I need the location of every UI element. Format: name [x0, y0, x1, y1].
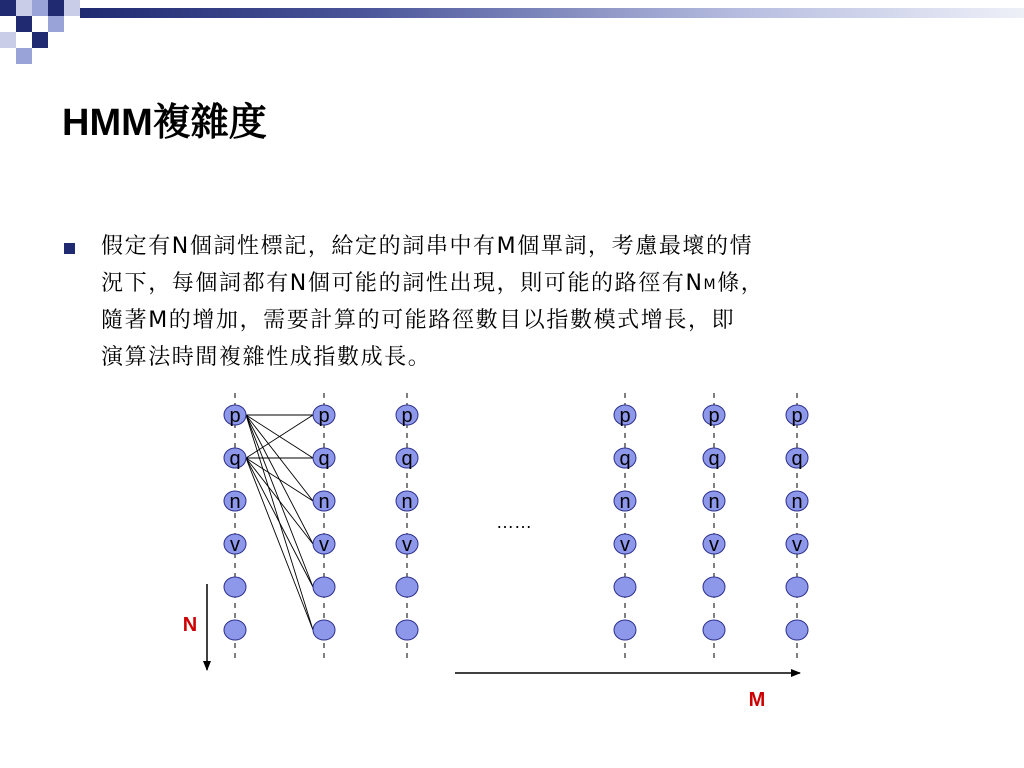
- transition-edge: [246, 458, 313, 630]
- state-node: [786, 620, 808, 640]
- state-node: [224, 577, 246, 597]
- state-column: [224, 393, 246, 660]
- bullet-line-1: 假定有N個詞性標記，給定的詞串中有M個單詞，考慮最壞的情: [101, 234, 754, 259]
- state-node-label: v: [230, 534, 240, 556]
- state-node-label: q: [708, 448, 720, 470]
- state-node: [396, 620, 418, 640]
- state-node-label: p: [318, 405, 330, 427]
- state-node-label: n: [318, 491, 330, 513]
- exponent-m: M: [703, 277, 718, 293]
- state-node-label: p: [619, 405, 631, 427]
- state-column: [313, 393, 335, 660]
- state-node: [703, 577, 725, 597]
- bullet-line-2-end: 條，: [717, 271, 765, 296]
- state-node-label: v: [319, 534, 329, 556]
- state-node: [614, 620, 636, 640]
- slide-title: HMM複雜度: [62, 102, 267, 144]
- state-column: [614, 393, 636, 660]
- state-column: [786, 393, 808, 660]
- bullet-line-3: 隨著M的增加，需要計算的可能路徑數目以指數模式增長，即: [101, 308, 736, 333]
- state-node-label: q: [318, 448, 330, 470]
- state-node: [313, 620, 335, 640]
- n-axis-label: N: [182, 614, 198, 636]
- state-node-label: p: [229, 405, 241, 427]
- state-node-label: n: [619, 491, 631, 513]
- transition-edge: [246, 458, 313, 544]
- state-column: [396, 393, 418, 660]
- state-node: [224, 620, 246, 640]
- state-node-label: p: [401, 405, 413, 427]
- state-node-label: p: [791, 405, 803, 427]
- state-node: [703, 620, 725, 640]
- state-node-label: n: [708, 491, 720, 513]
- state-node-label: v: [402, 534, 412, 556]
- state-node-label: p: [708, 405, 720, 427]
- state-node-label: n: [401, 491, 413, 513]
- ellipsis-label: ……: [496, 512, 532, 532]
- state-node-label: q: [229, 448, 241, 470]
- state-node-label: v: [709, 534, 719, 556]
- m-axis-label: M: [748, 689, 766, 711]
- state-node-label: v: [620, 534, 630, 556]
- state-node-label: q: [401, 448, 413, 470]
- state-node-label: n: [229, 491, 241, 513]
- state-column: [703, 393, 725, 660]
- state-node: [786, 577, 808, 597]
- state-node-label: q: [619, 448, 631, 470]
- state-node: [313, 577, 335, 597]
- transition-edges: [246, 415, 313, 630]
- state-node: [614, 577, 636, 597]
- state-node-label: q: [791, 448, 803, 470]
- bullet-line-4: 演算法時間複雜性成指數成長。: [101, 345, 432, 370]
- state-node: [396, 577, 418, 597]
- state-node-label: n: [791, 491, 803, 513]
- transition-edge: [246, 458, 313, 501]
- state-node-label: v: [792, 534, 802, 556]
- bullet-line-2-text: 況下，每個詞都有N個可能的詞性出現，則可能的路徑有N: [101, 271, 704, 296]
- transition-edge: [246, 458, 313, 587]
